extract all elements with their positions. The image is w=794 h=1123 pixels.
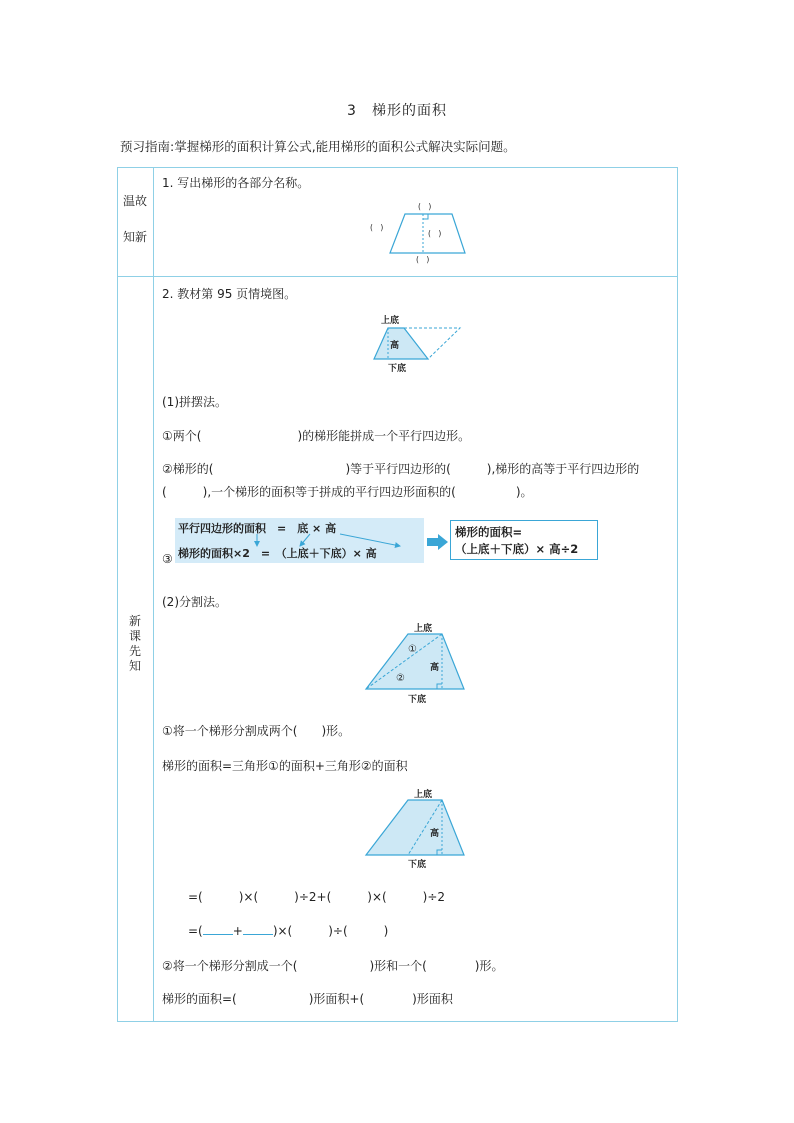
result-line-2: （上底＋下底）× 高÷2 (455, 542, 579, 556)
fig3-top-label: 上底 (414, 790, 433, 800)
equation-2-rest: )×( )÷( ) (272, 924, 389, 938)
method-2-line-3: ②将一个梯形分割成一个( )形和一个( )形。 (162, 959, 504, 973)
table-border-mid (117, 276, 677, 277)
svg-text:( ): ( ) (418, 202, 432, 211)
result-formula-box (450, 520, 598, 560)
answer-blank[interactable] (203, 924, 233, 935)
section-label-char: 课 (128, 629, 141, 643)
trapezoid-height-figure (360, 784, 472, 872)
equation-1: =( )×( )÷2+( )×( )÷2 (188, 890, 446, 904)
section-label-char: 知 (128, 659, 141, 673)
formula-parallelogram: 平行四边形的面积 = 底 × 高 (178, 522, 337, 535)
table-border-bottom (117, 1021, 677, 1022)
method-2-label: (2)分割法。 (162, 595, 227, 609)
table-border-right (677, 167, 678, 1022)
section-label-char: 先 (128, 644, 141, 658)
table-border-left (117, 167, 118, 1022)
section-label-preview (117, 614, 153, 674)
section-label-review-2: 知新 (122, 230, 147, 244)
table-column-divider (153, 167, 154, 1022)
svg-text:( ): ( ) (416, 255, 430, 264)
page-title: 3 梯形的面积 (347, 103, 447, 119)
trapezoid-scene-figure (370, 310, 470, 376)
fig1-bottom-label: 下底 (388, 364, 407, 374)
fig3-height-label: 高 (430, 829, 440, 839)
fig2-height-label: 高 (430, 663, 440, 673)
table-border-top (117, 167, 677, 168)
formula-arrows (175, 518, 425, 563)
section-label-review: 温故 (122, 194, 147, 208)
formula-trapezoid: 梯形的面积×2 = （上底＋下底）× 高 (178, 547, 377, 560)
answer-blank[interactable] (243, 924, 273, 935)
fig1-top-label: 上底 (381, 316, 400, 326)
method-2-line-4: 梯形的面积=( )形面积+( )形面积 (162, 992, 453, 1006)
fig3-bottom-label: 下底 (408, 860, 427, 870)
fig2-part2-label: ② (396, 673, 405, 684)
svg-text:( ): ( ) (428, 229, 442, 238)
question-1: 1. 写出梯形的各部分名称。 (162, 176, 310, 190)
fig2-top-label: 上底 (414, 624, 433, 634)
section-label-char: 新 (128, 614, 141, 628)
trapezoid-split-figure (360, 618, 472, 706)
fig2-part1-label: ① (408, 644, 417, 655)
equation-2 (188, 922, 388, 939)
result-arrow-icon (427, 534, 449, 550)
method-2-line-1: ①将一个梯形分割成两个( )形。 (162, 724, 351, 738)
trapezoid-parts-figure (360, 198, 480, 266)
result-line-1: 梯形的面积= (455, 525, 523, 539)
method-1-line-1: ①两个( )的梯形能拼成一个平行四边形。 (162, 429, 471, 443)
question-2: 2. 教材第 95 页情境图。 (162, 287, 297, 301)
study-guide: 预习指南:掌握梯形的面积计算公式,能用梯形的面积公式解决实际问题。 (120, 139, 516, 154)
equation-2-plus: + (232, 924, 243, 938)
method-2-line-2: 梯形的面积=三角形①的面积+三角形②的面积 (162, 759, 408, 773)
fig2-bottom-label: 下底 (408, 695, 427, 705)
method-1-circle-3: ③ (162, 552, 173, 566)
equation-2-open: =( (188, 924, 203, 938)
svg-text:( ): ( ) (370, 223, 384, 232)
fig1-height-label: 高 (390, 341, 400, 351)
method-1-line-3: ( ),一个梯形的面积等于拼成的平行四边形面积的( )。 (162, 485, 533, 499)
method-1-line-2: ②梯形的( )等于平行四边形的( ),梯形的高等于平行四边形的 (162, 462, 640, 476)
method-1-label: (1)拼摆法。 (162, 395, 227, 409)
